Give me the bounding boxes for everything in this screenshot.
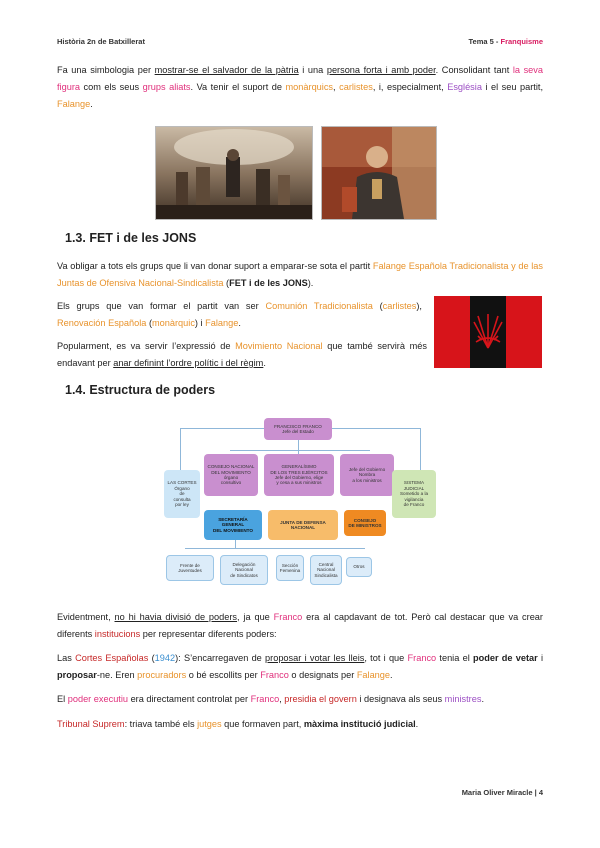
- box-frente-juventudes: Frente de Juventudes: [166, 555, 214, 581]
- highlight-text: Franco: [273, 612, 303, 622]
- text: .: [390, 670, 393, 680]
- highlight-text: la seva figura: [57, 65, 543, 92]
- powers-paragraph-cortes: [57, 650, 543, 684]
- text: ) i: [194, 318, 206, 328]
- text: Fa una simbologia per: [57, 65, 155, 75]
- bold-text: proposar: [57, 670, 97, 680]
- connector-line: [185, 548, 365, 549]
- highlight-text: institucions: [94, 629, 141, 639]
- box-delegacion-sindicatos: Delegación Nacional de Sindicatos: [220, 555, 268, 585]
- highlight-text: presidia el govern: [284, 694, 357, 704]
- highlight-text: 1942: [154, 653, 176, 663]
- page-footer: Maria Oliver Miracle | 4: [461, 788, 543, 797]
- fet-paragraph-3: [57, 338, 427, 372]
- highlight-text: monàrquic: [152, 318, 195, 328]
- header-topic: Tema 5 -: [468, 37, 501, 46]
- box-consejo-ministros: CONSEJO DE MINISTROS: [344, 510, 386, 536]
- underlined-text: anar definint l’ordre polític i del règim: [113, 358, 264, 368]
- fet-paragraph-1: [57, 258, 543, 292]
- underlined-text: proposar i votar les lleis: [265, 653, 365, 663]
- text: i: [537, 653, 544, 663]
- text: .: [415, 719, 419, 729]
- bold-text: poder de vetar: [473, 653, 538, 663]
- text: .: [263, 358, 266, 368]
- text: ,: [279, 694, 285, 704]
- text: .: [481, 694, 484, 704]
- highlight-text: ministres: [444, 694, 482, 704]
- box-otros: Otros: [346, 557, 372, 577]
- connector-line: [230, 450, 370, 451]
- flag-image: [434, 296, 542, 368]
- text: o bé escollits per: [186, 670, 261, 680]
- text: que també servirà més endavant per: [57, 341, 428, 368]
- highlight-text: Falange: [57, 99, 91, 109]
- header-theme: Franquisme: [500, 37, 543, 46]
- fet-paragraph-2: [57, 298, 422, 332]
- header-left: Història 2n de Batxillerat: [57, 37, 145, 46]
- text: : triava també els: [124, 719, 198, 729]
- highlight-text: grups aliats: [142, 82, 191, 92]
- text: per representar diferents poders:: [140, 629, 277, 639]
- text: tenia el: [436, 653, 473, 663]
- text: Las: [57, 653, 76, 663]
- falange-flag: [434, 296, 542, 368]
- box-consejo-nacional: CONSEJO NACIONAL DEL MOVIMIENTO órgano consultivo: [204, 454, 258, 496]
- intro-paragraph: [57, 62, 543, 113]
- underlined-text: mostrar-se el salvador de la pàtria: [154, 65, 299, 75]
- highlight-text: Franco: [260, 670, 289, 680]
- highlight-text: monàrquics: [285, 82, 334, 92]
- highlight-text: Cortes Españolas: [75, 653, 149, 663]
- text: .: [90, 99, 93, 109]
- box-central-sindicalista: Central Nacional Sindicalista: [310, 555, 342, 585]
- powers-paragraph-executive: [57, 691, 543, 708]
- underlined-text: no hi havia divisió de poders: [114, 612, 238, 622]
- header-right: [469, 37, 543, 46]
- box-seccion-femenina: Sección Femenina: [276, 555, 304, 581]
- text: i una: [298, 65, 327, 75]
- painting-franco-crusade: [155, 126, 313, 220]
- portrait-franco: [321, 126, 437, 220]
- painting-image: [156, 127, 312, 219]
- text: i el seu partit,: [481, 82, 543, 92]
- box-junta-defensa: JUNTA DE DEFENSA NACIONAL: [268, 510, 338, 540]
- text: ),: [416, 301, 422, 311]
- text: com els seus: [79, 82, 143, 92]
- text: ): S’encarregaven de: [175, 653, 266, 663]
- box-franco-head-of-state: FRANCISCO FRANCO Jefe del Estado: [264, 418, 332, 440]
- highlight-text: Falange: [205, 318, 239, 328]
- text: ,: [333, 82, 340, 92]
- text: Va obligar a tots els grups que li van donar suport a emparar-se sota el partit: [57, 261, 373, 271]
- powers-paragraph-1: [57, 609, 543, 643]
- text: . Consolidant tant: [435, 65, 513, 75]
- box-sistema-judicial: SISTEMA JUDICIAL Sometido a la vigilancia de Franco: [392, 470, 436, 518]
- text: que formaven part,: [221, 719, 304, 729]
- underlined-text: persona forta i amb poder: [326, 65, 436, 75]
- text: . Va tenir el suport de: [190, 82, 286, 92]
- highlight-text: Falange: [356, 670, 391, 680]
- text: ).: [307, 278, 314, 288]
- bold-text: FET i de les JONS: [229, 278, 308, 288]
- text: i designava als seus: [356, 694, 445, 704]
- powers-paragraph-tribunal: [57, 716, 543, 733]
- section-title-fet-jons: 1.3. FET i de les JONS: [65, 231, 197, 245]
- highlight-text: Renovación Española: [57, 318, 147, 328]
- text: (: [148, 653, 155, 663]
- box-cortes: LAS CORTES Órgano de consulta por ley: [164, 470, 200, 518]
- highlight-text: Església: [447, 82, 482, 92]
- text: (: [372, 301, 383, 311]
- bold-text: màxima institució judicial: [303, 719, 416, 729]
- power-structure-diagram: [160, 410, 440, 590]
- portrait-image: [322, 127, 436, 219]
- text: -ne. Eren: [96, 670, 138, 680]
- highlight-text: carlistes: [339, 82, 373, 92]
- highlight-text: jutges: [197, 719, 222, 729]
- highlight-text: poder executiu: [67, 694, 129, 704]
- box-jefe-gobierno: Jefe del Gobierno Nombra a los ministros: [340, 454, 394, 496]
- text: o designats per: [288, 670, 357, 680]
- highlight-text: Comunión Tradicionalista: [265, 301, 373, 311]
- text: (: [223, 278, 230, 288]
- box-generalisimo: GENERALÍSIMO DE LOS TRES EJÉRCITOS Jefe del Gobierno, elige y cesa a sus ministros: [264, 454, 334, 496]
- highlight-text: Falange Española Tradicionalista y de las Juntas de Ofensiva Nacional-Sindicalista: [57, 261, 544, 288]
- highlight-text: procuradors: [137, 670, 187, 680]
- text: Els grups que van formar el partit van ser: [57, 301, 266, 311]
- highlight-text: Movimiento Nacional: [235, 341, 323, 351]
- text: , ja que: [237, 612, 274, 622]
- text: El: [57, 694, 68, 704]
- text: , tot i que: [364, 653, 408, 663]
- text: Popularment, es va servir l’expressió de: [57, 341, 236, 351]
- highlight-text: Tribunal Suprem: [57, 719, 125, 729]
- connector-line: [298, 440, 299, 454]
- text: (: [146, 318, 153, 328]
- text: , i, especialment,: [372, 82, 448, 92]
- text: .: [238, 318, 241, 328]
- highlight-text: Franco: [250, 694, 280, 704]
- box-secretaria-general: SECRETARÍA GENERAL DEL MOVIMIENTO: [204, 510, 262, 540]
- text: era directament controlat per: [128, 694, 251, 704]
- section-title-estructura-poders: 1.4. Estructura de poders: [65, 383, 216, 397]
- highlight-text: Franco: [407, 653, 437, 663]
- highlight-text: carlistes: [382, 301, 417, 311]
- text: Evidentment,: [57, 612, 115, 622]
- text: era al capdavant de tot. Però cal destacar que va crear diferents: [57, 612, 543, 639]
